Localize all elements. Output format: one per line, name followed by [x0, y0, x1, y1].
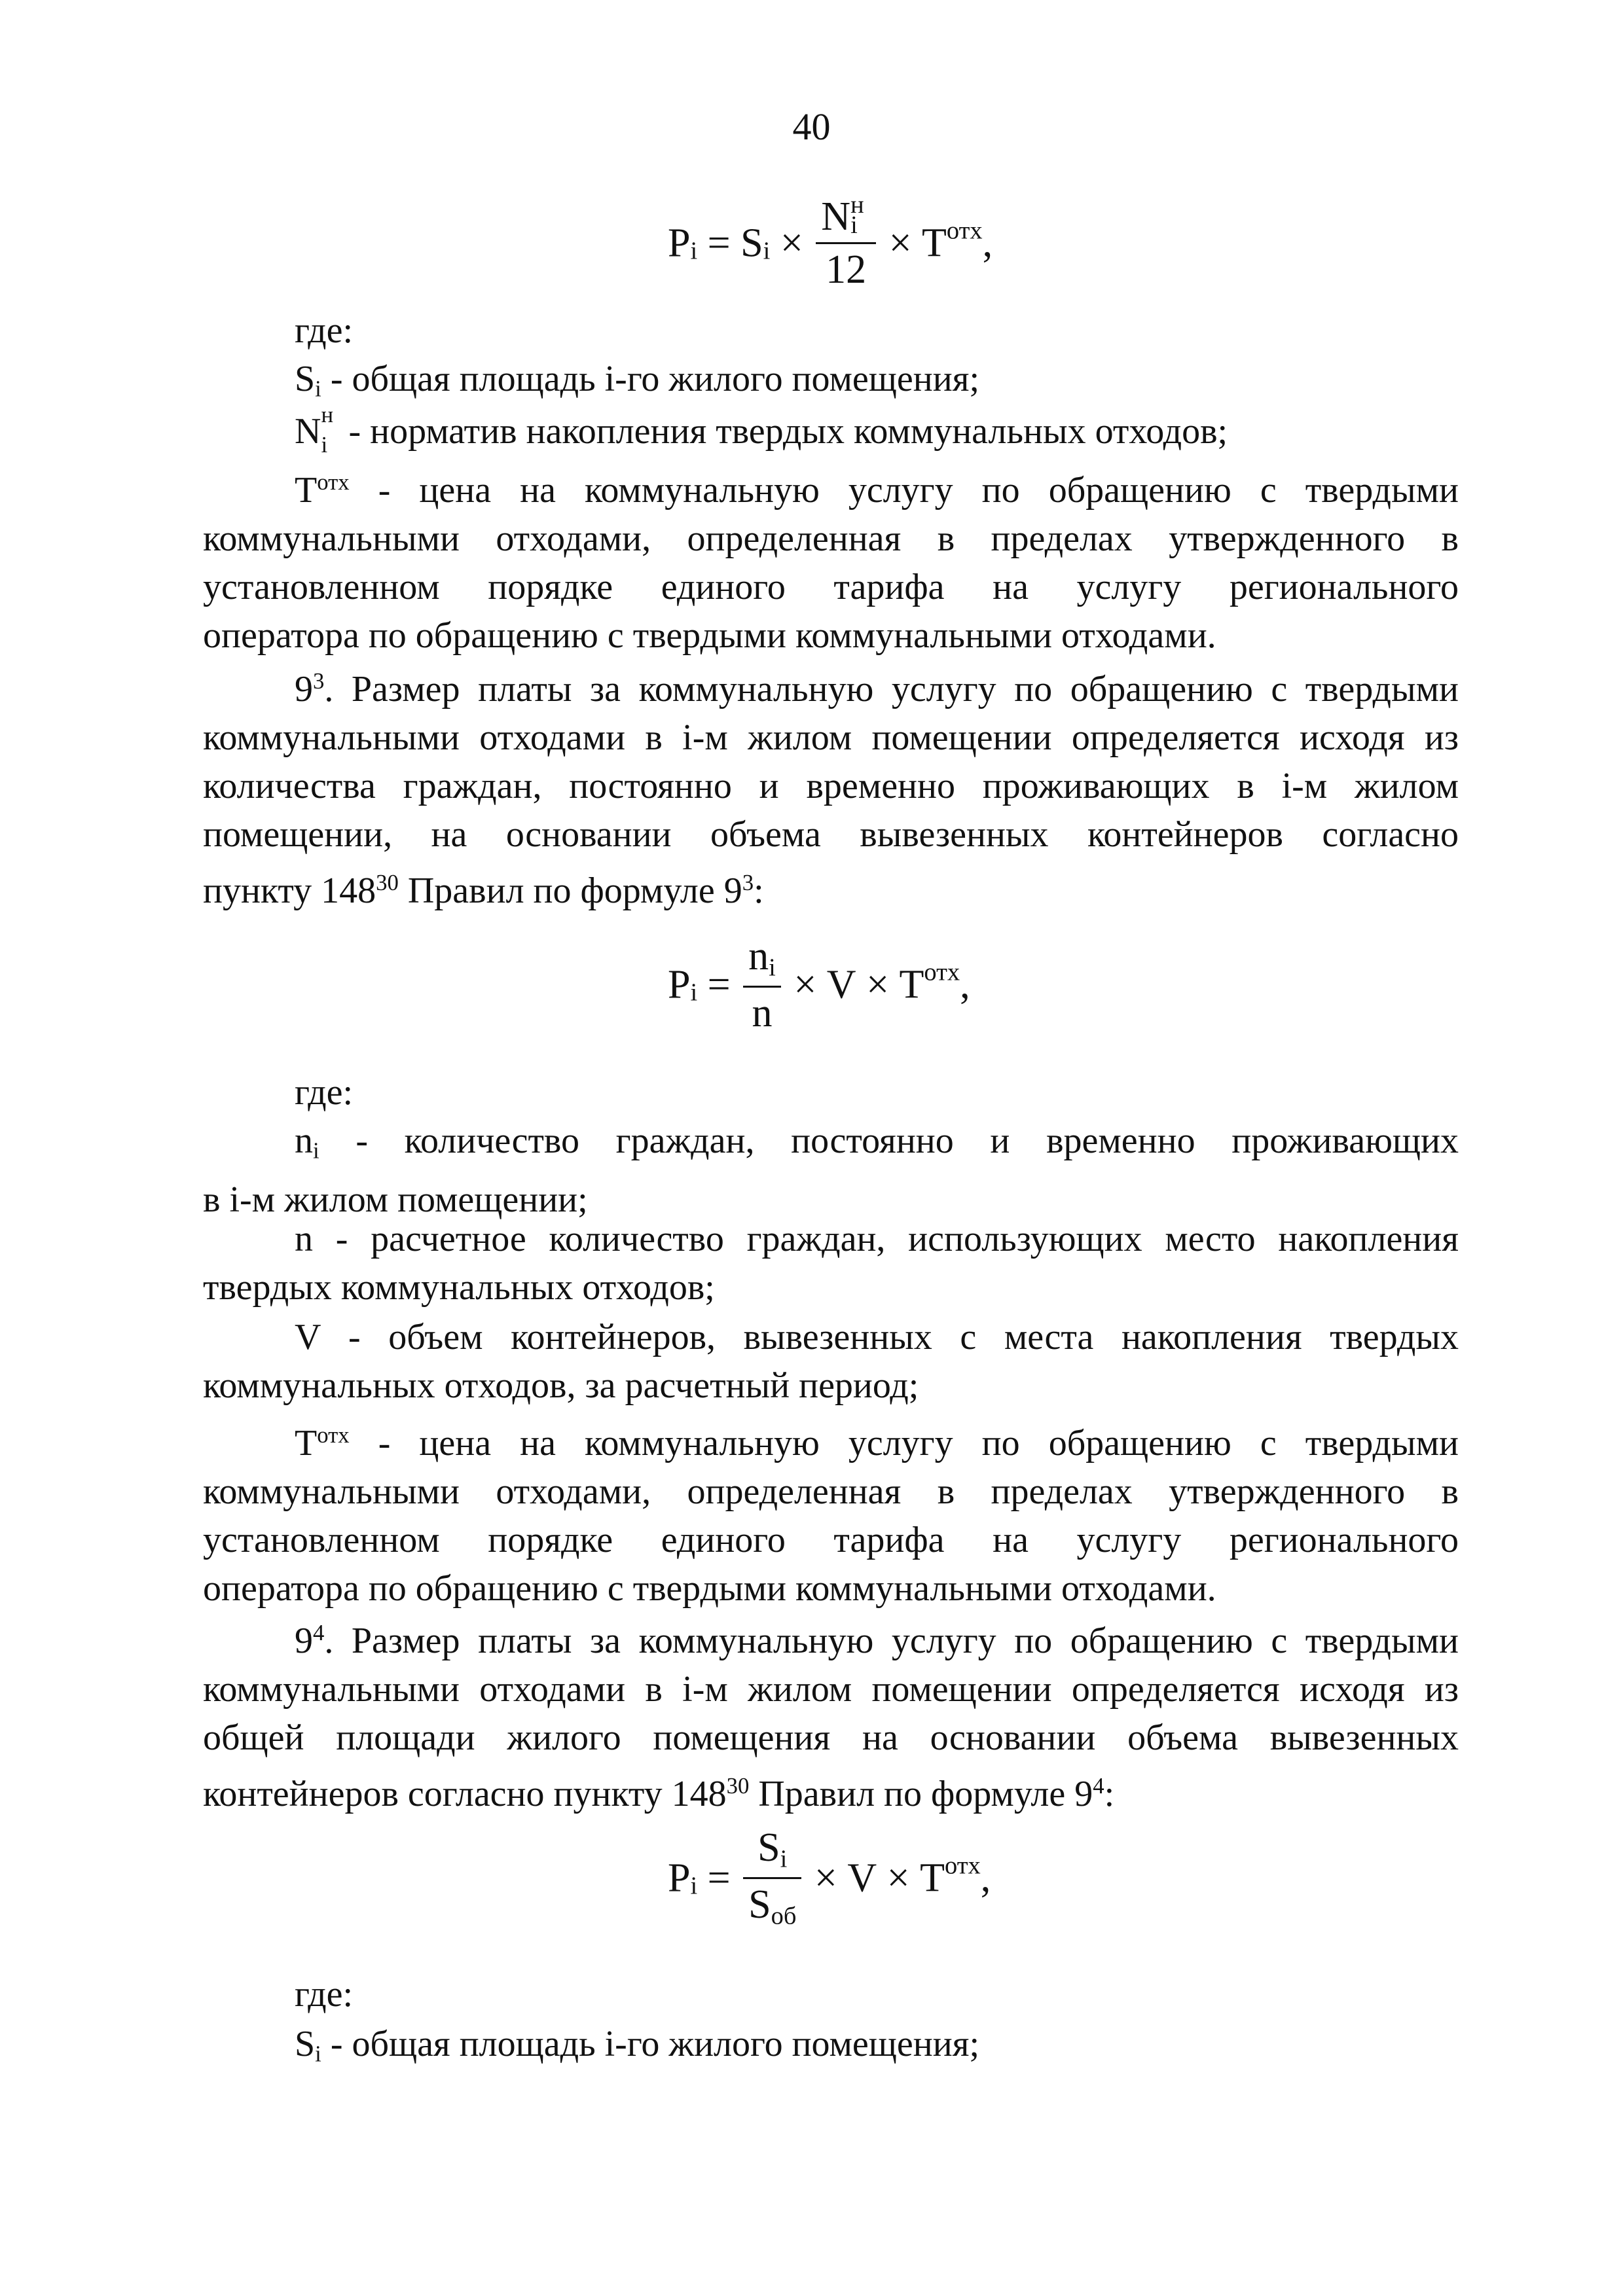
where-label-1: где: — [295, 310, 354, 351]
definition-n-2: n - расчетное количество граждан, использующих место накопления твердых коммунальных отходов; — [203, 1219, 1459, 1308]
definition-v: V - объем контейнеров, вывезенных с места накопления твердых коммунальных отходов, за расчетный период; — [203, 1317, 1459, 1406]
definition-ni: $n_i$ - количество граждан, постоянно и временно проживающих в i-м жилом помещении; — [203, 1121, 1459, 1220]
where-label-2: где: — [295, 1072, 354, 1113]
definition-n-1: N н i - норматив накопления твердых коммунальных отходов; — [295, 401, 1228, 458]
formula-3-fraction: $\frac{S_i}{S_{об}}$ — [743, 1827, 801, 1929]
paragraph-9-3: $9^3$. Размер платы за коммунальную услугу по обращению с твердыми коммунальными отходами в i-м жилом помещении определяется исходя из количества граждан, постоянно и временно проживающих в i-м жилом помещении, на основании объема вывезенных контейнеров согласно пункту $148^{30}$ Правил по формуле $9^3$: — [203, 668, 1459, 912]
definition-s-3: $S_i$ - общая площадь i-го жилого помещения; — [295, 2024, 979, 2067]
definition-s-1: $S_i$ - общая площадь i-го жилого помещения; — [295, 359, 979, 402]
page-number: 40 — [792, 105, 831, 148]
formula-3: $P_i$ = $\frac{S_i}{S_{об}}$ × $V \times T^{отх}$, — [668, 1825, 991, 1930]
formula-2-fraction: $\frac{n_i}{n}$ — [743, 936, 781, 1033]
paragraph-9-4: $9^4$. Размер платы за коммунальную услугу по обращению с твердыми коммунальными отходами в i-м жилом помещении определяется исходя из общей площади жилого помещения на основании объема вывезенных контейнеров согласно пункту $148^{30}$ Правил по формуле $9^4$: — [203, 1620, 1459, 1815]
definition-t-1: $T^{отх}$ - цена на коммунальную услугу по обращению с твердыми коммунальными отходами, определенная в пределах утвержденного в установленном порядке единого тарифа на услугу регионального оператора по обращению с твердыми коммунальными отходами. — [203, 469, 1459, 656]
formula-1-fraction: N н i 12 — [816, 196, 876, 290]
where-label-3: где: — [295, 1974, 354, 2015]
definition-t-2: $T^{отх}$ - цена на коммунальную услугу по обращению с твердыми коммунальными отходами, определенная в пределах утвержденного в установленном порядке единого тарифа на услугу регионального оператора по обращению с твердыми коммунальными отходами. — [203, 1422, 1459, 1609]
formula-2: $P_i$ = $\frac{n_i}{n}$ × $V \times T^{отх}$, — [668, 934, 970, 1036]
formula-1: $P_i = S_i$ × N н i 12 × $T^{отх}$, — [668, 191, 993, 292]
